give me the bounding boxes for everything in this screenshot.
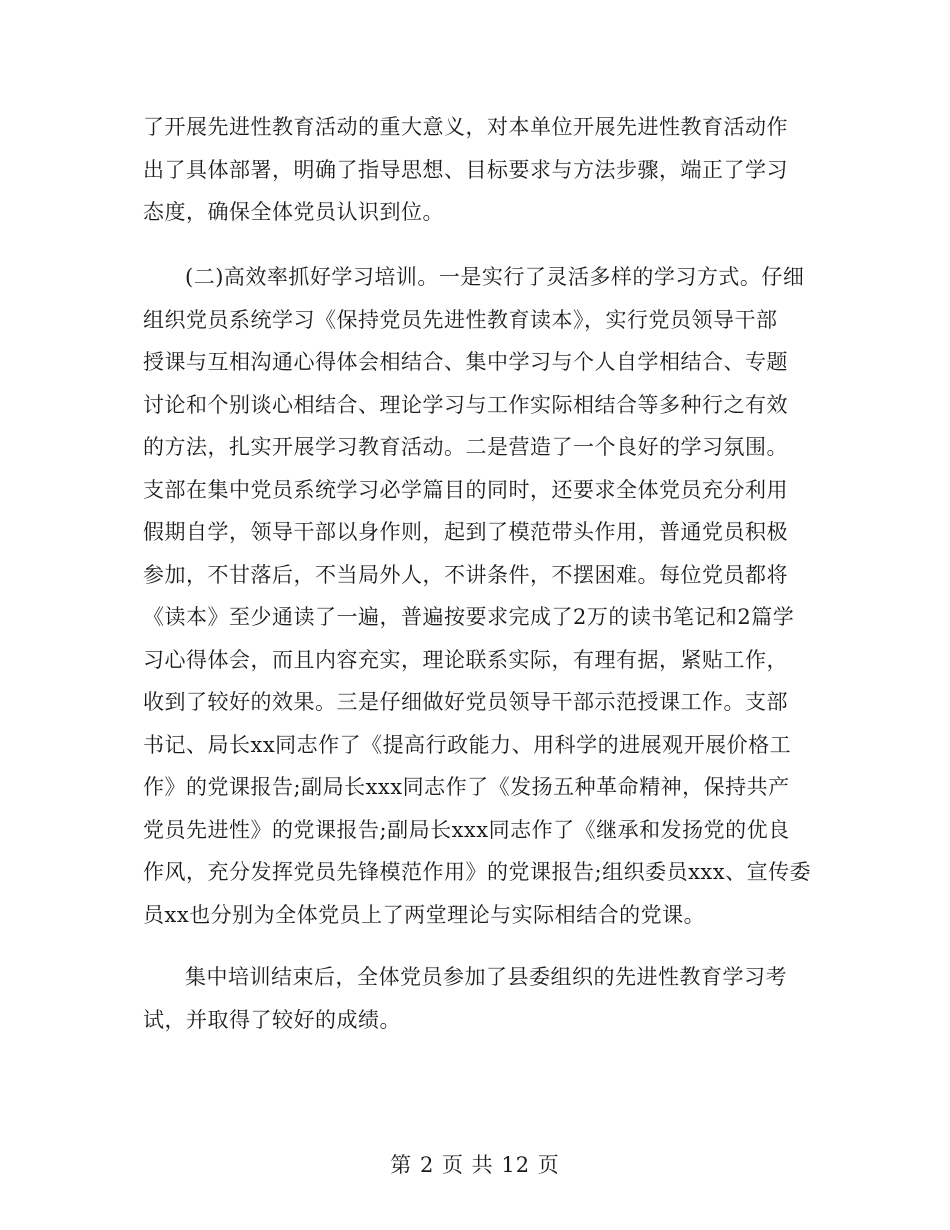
- paragraph-3-line-2: 试，并取得了较好的成绩。: [143, 1008, 401, 1032]
- paragraph-2-line-5: 的方法，扎实开展学习教育活动。二是营造了一个良好的学习氛围。: [143, 435, 788, 459]
- paragraph-2-line-10: 习心得体会，而且内容充实，理论联系实际，有理有据，紧贴工作，: [143, 648, 788, 672]
- paragraph-2-line-2: 组织党员系统学习《保持党员先进性教育读本》，实行党员领导干部: [143, 308, 778, 332]
- paragraph-2-line-12: 书记、局长xx同志作了《提高行政能力、用科学的进展观开展价格工: [143, 733, 792, 757]
- paragraph-2-line-13: 作》的党课报告;副局长xxx同志作了《发扬五种革命精神，保持共产: [143, 775, 790, 799]
- page-footer: 第 2 页 共 12 页: [390, 1153, 560, 1177]
- paragraph-2-line-11: 收到了较好的效果。三是仔细做好党员领导干部示范授课工作。支部: [143, 690, 788, 714]
- paragraph-1-line-2: 出了具体部署，明确了指导思想、目标要求与方法步骤，端正了学习: [143, 158, 788, 182]
- paragraph-2-line-16: 员xx也分别为全体党员上了两堂理论与实际相结合的党课。: [143, 903, 706, 927]
- paragraph-2-line-7: 假期自学，领导干部以身作则，起到了模范带头作用，普通党员积极: [143, 520, 788, 544]
- paragraph-2-line-15: 作风，充分发挥党员先锋模范作用》的党课报告;组织委员xxx、宣传委: [143, 860, 812, 884]
- paragraph-2-line-9: 《读本》至少通读了一遍，普遍按要求完成了2万的读书笔记和2篇学: [143, 605, 795, 629]
- paragraph-2-line-8: 参加，不甘落后，不当局外人，不讲条件，不摆困难。每位党员都将: [143, 563, 788, 587]
- paragraph-1-line-1: 了开展先进性教育活动的重大意义，对本单位开展先进性教育活动作: [143, 115, 788, 139]
- paragraph-2-line-6: 支部在集中党员系统学习必学篇目的同时，还要求全体党员充分利用: [143, 478, 788, 502]
- paragraph-2-line-1: (二)高效率抓好学习培训。一是实行了灵活多样的学习方式。仔细: [185, 265, 805, 289]
- paragraph-2-line-4: 讨论和个别谈心相结合、理论学习与工作实际相结合等多种行之有效: [143, 393, 788, 417]
- paragraph-3-line-1: 集中培训结束后，全体党员参加了县委组织的先进性教育学习考: [185, 965, 787, 989]
- paragraph-2-line-14: 党员先进性》的党课报告;副局长xxx同志作了《继承和发扬党的优良: [143, 818, 790, 842]
- paragraph-1-line-3: 态度，确保全体党员认识到位。: [143, 200, 444, 224]
- paragraph-2-line-3: 授课与互相沟通心得体会相结合、集中学习与个人自学相结合、专题: [143, 350, 788, 374]
